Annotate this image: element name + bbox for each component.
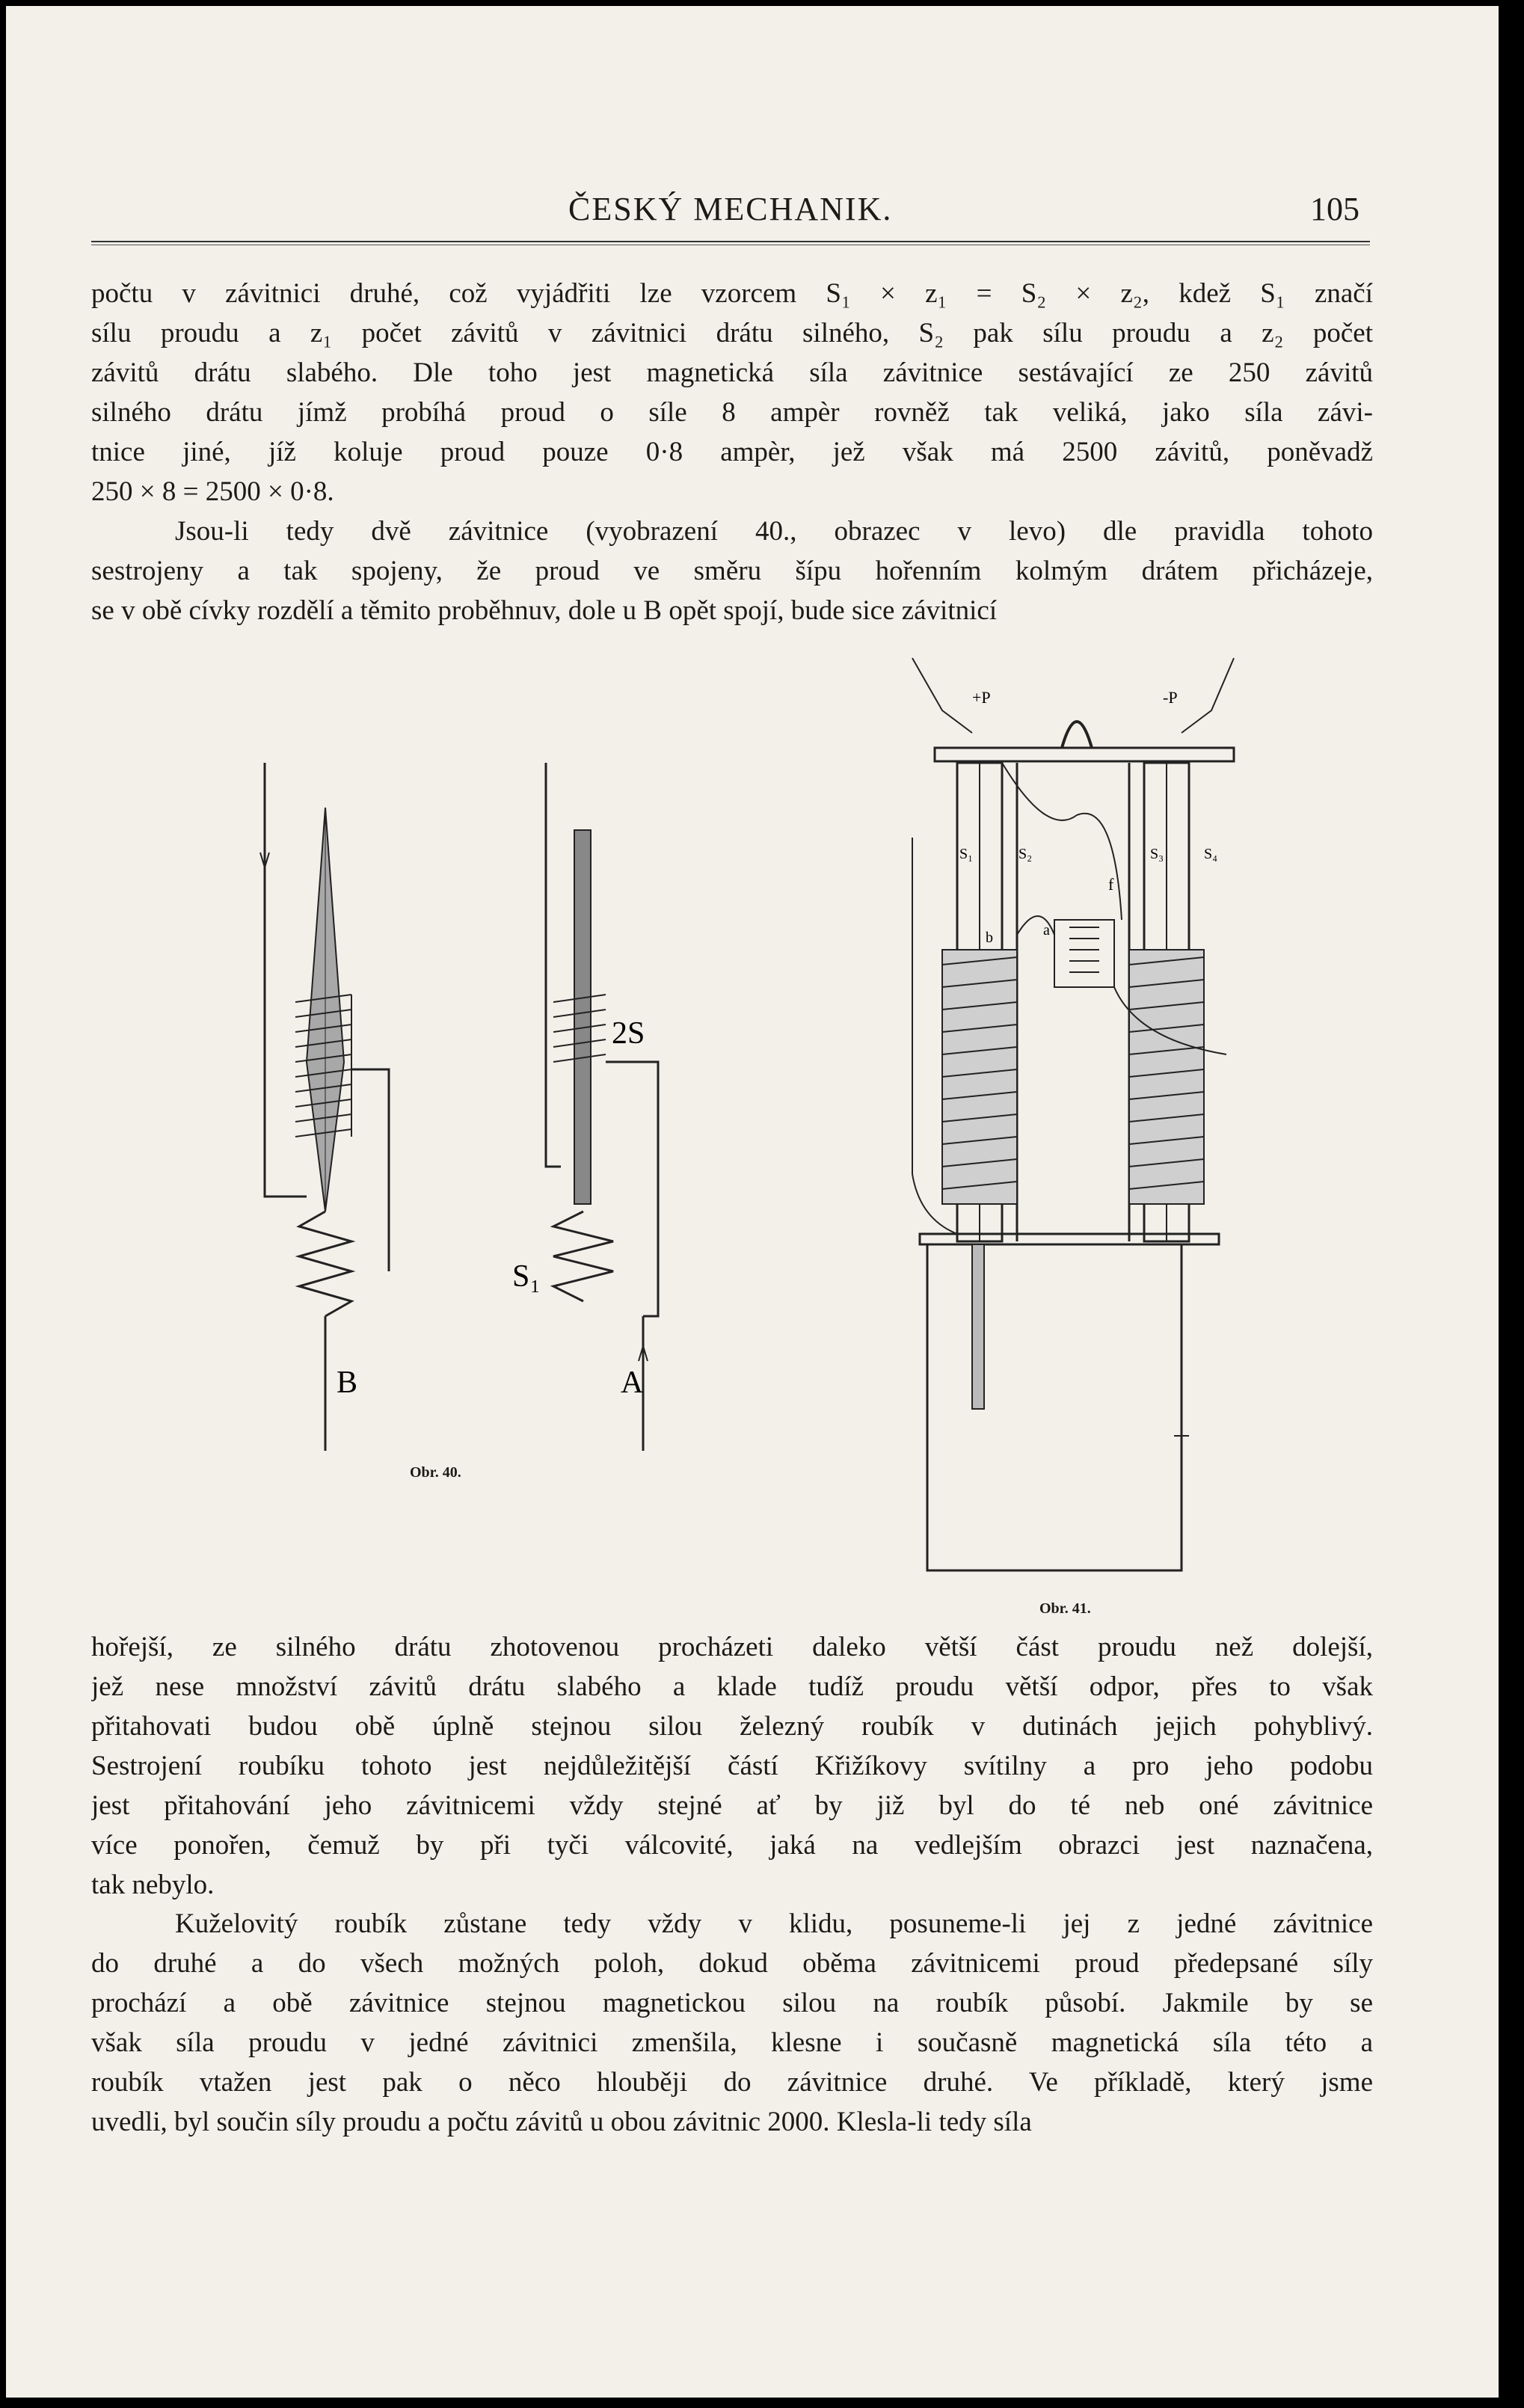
text-line: do druhé a do všech možných poloh, dokud oběma závitnicemi proud předepsané síly bbox=[91, 1948, 1373, 1979]
text-line: jest přitahování jeho závitnicemi vždy stejné ať by již byl do té neb oné závitnice bbox=[91, 1790, 1373, 1821]
text-line: Kuželovitý roubík zůstane tedy vždy v klidu, posuneme-li jej z jedné závitnice bbox=[175, 1908, 1373, 1939]
fig41-label-p-right: -P bbox=[1163, 688, 1178, 707]
text-line: jež nese množství závitů drátu slabého a klade tudíž proudu větší odpor, přes to však bbox=[91, 1671, 1373, 1702]
fig40-label-b: B bbox=[337, 1366, 358, 1400]
paragraph-2 bbox=[91, 512, 1373, 630]
text-line: přitahovati budou obě úplně stejnou silou železný roubík v dutinách jejich pohyblivý. bbox=[91, 1711, 1373, 1742]
text-line: tak nebylo. bbox=[91, 1870, 215, 1900]
fig41-label-b: b bbox=[986, 930, 993, 946]
paragraph-3 bbox=[91, 1627, 1373, 1905]
text-line: sestrojeny a tak spojeny, že proud ve směru šípu hořenním kolmým drátem přicházeje, bbox=[91, 556, 1373, 586]
text-line: hořejší, ze silného drátu zhotovenou procházeti daleko větší část proudu než dolejší, bbox=[91, 1632, 1373, 1662]
page-number: 105 bbox=[1310, 191, 1359, 227]
text-line: 250 × 8 = 2500 × 0·8. bbox=[91, 476, 334, 507]
text-line: více ponořen, čemuž by při tyči válcovité, jaká na vedlejším obrazci jest naznačena, bbox=[91, 1830, 1373, 1861]
figure-41-diagram bbox=[897, 651, 1256, 1585]
paragraph-1 bbox=[91, 274, 1373, 512]
text-line: uvedli, byl součin síly proudu a počtu závitů u obou závitnic 2000. Klesla-li tedy síla bbox=[91, 2107, 1032, 2137]
fig41-label-a: a bbox=[1043, 922, 1050, 939]
text-line: silného drátu jímž probíhá proud o síle 8 ampèr rovněž tak veliká, jako síla závi- bbox=[91, 397, 1373, 428]
figure-41-caption: Obr. 41. bbox=[1039, 1600, 1091, 1617]
text-line: počtu v závitnici druhé, což vyjádřiti lze vzorcem S₁ × z₁ = S₂ × z₂, kdež S₁ značí bbox=[91, 278, 1373, 309]
fig41-label-p-left: +P bbox=[972, 688, 991, 707]
fig40-label-a: A bbox=[621, 1366, 644, 1400]
fig41-label-s3: S₃ bbox=[1150, 846, 1164, 862]
fig41-label-s4: S₄ bbox=[1204, 846, 1218, 862]
fig41-label-s1: S₁ bbox=[959, 846, 974, 862]
figure-40-caption: Obr. 40. bbox=[410, 1464, 461, 1481]
text-line: roubík vtažen jest pak o něco hlouběji do závitnice druhé. Ve příkladě, který jsme bbox=[91, 2067, 1373, 2098]
text-line: závitů drátu slabého. Dle toho jest magnetická síla závitnice sestávající ze 250 závitů bbox=[91, 357, 1373, 388]
figure-40-diagram bbox=[239, 748, 703, 1466]
fig41-label-s2: S₂ bbox=[1018, 846, 1033, 862]
header-rule bbox=[91, 241, 1370, 245]
text-line: sílu proudu a z₁ počet závitů v závitnici drátu silného, S₂ pak sílu proudu a z₂ počet bbox=[91, 318, 1373, 348]
text-line: Jsou-li tedy dvě závitnice (vyobrazení 40., obrazec v levo) dle pravidla tohoto bbox=[175, 516, 1373, 547]
text-line: tnice jiné, jíž koluje proud pouze 0·8 ampèr, jež však má 2500 závitů, poněvadž bbox=[91, 437, 1373, 467]
paragraph-4 bbox=[91, 1904, 1373, 2142]
text-line: Sestrojení roubíku tohoto jest nejdůležitější částí Křižíkovy svítilny a pro jeho podobu bbox=[91, 1751, 1373, 1781]
text-line: prochází a obě závitnice stejnou magnetickou silou na roubík působí. Jakmile by se bbox=[91, 1988, 1373, 2018]
fig40-label-2s: 2S bbox=[612, 1016, 645, 1051]
fig41-label-f: f bbox=[1108, 875, 1114, 894]
text-line: však síla proudu v jedné závitnici zmenšila, klesne i současně magnetická síla této a bbox=[91, 2027, 1373, 2058]
fig40-label-s1: S₁ bbox=[512, 1259, 541, 1294]
running-header-title: ČESKÝ MECHANIK. bbox=[568, 191, 893, 227]
text-line: se v obě cívky rozdělí a těmito proběhnuv, dole u B opět spojí, bude sice závitnicí bbox=[91, 595, 998, 626]
